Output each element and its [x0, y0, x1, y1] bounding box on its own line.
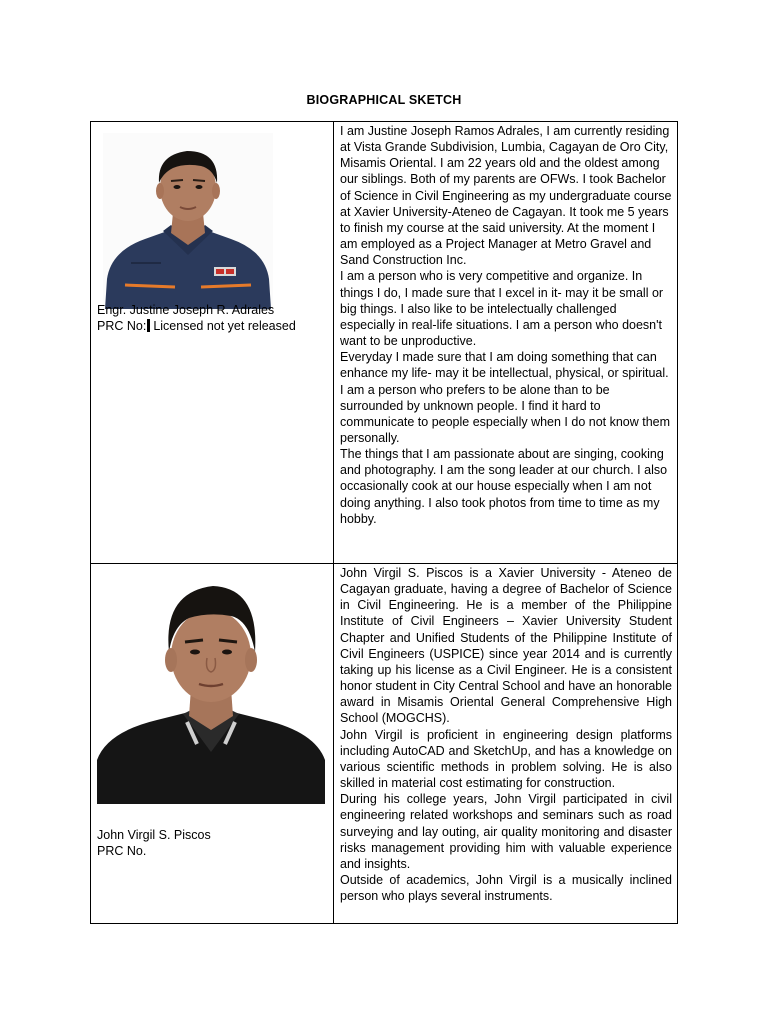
name-line: John Virgil S. Piscos: [97, 828, 211, 842]
biography-table: [90, 121, 678, 924]
profile-photo: [103, 133, 273, 309]
bio-paragraph: John Virgil is proficient in engineering design platforms including AutoCAD and SketchUp, and has a knowledge on various scientific methods in problem solving. He is also skilled in material cost estimating for construction.: [340, 727, 672, 791]
prc-line: PRC No.: [97, 844, 147, 859]
profile-cell: [91, 564, 334, 923]
bio-paragraph: I am Justine Joseph Ramos Adrales, I am currently residing at Vista Grande Subdivision, Lumbia, Cagayan de Oro City, Misamis Oriental. I am 22 years old and the oldest among our siblings. Both of my parents are OFWs. I took Bachelor of Science in Civil Engineering as my undergraduate course at Xavier University-Ateneo de Cagayan. It took me 5 years to finish my course at the said university. At the moment I am employed as a Project Manager at Metro Gravel and Sand Construction Inc.: [340, 124, 672, 268]
table-row: [91, 564, 677, 923]
bio-paragraph: Outside of academics, John Virgil is a musically inclined person who plays several instruments.: [340, 872, 672, 904]
name-line: Engr. Justine Joseph R. Adrales: [97, 303, 275, 317]
bio-paragraph: During his college years, John Virgil participated in civil engineering related workshops and seminars such as road surveying and lay outing, air quality monitoring and disaster risks management providing him with valuable experience and insights.: [340, 792, 672, 871]
profile-photo: [97, 572, 325, 804]
text-cursor-icon: [147, 319, 150, 332]
bio-text-cell: [334, 122, 677, 563]
prc-line: [97, 318, 296, 334]
page-title: BIOGRAPHICAL SKETCH: [306, 93, 462, 107]
profile-caption: [97, 827, 211, 859]
bio-paragraph: John Virgil S. Piscos is a Xavier University - Ateneo de Cagayan graduate, having a degree of Bachelor of Science in Civil Engineering. He is a member of the Philippine Institute of Civil Engineers – Xavier University Student Chapter and Unified Students of the Philippine Institute of Civil Engineers (USPICE) since year 2014 and is currently taking up his license as a Civil Engineer. He is a consistent honor student in City Central School and have an honorable award in Misamis Oriental General Comprehensive High School (MOGCHS).: [340, 566, 672, 726]
prc-label: PRC No:: [97, 319, 147, 334]
bio-paragraph: Everyday I made sure that I am doing something that can enhance my life- may it be intellectual, physical, or spiritual. I am a person who prefers to be alone than to be surrounded by unknown people. I find it hard to communicate to people especially when I do not know them personally.: [340, 350, 671, 445]
profile-cell: [91, 122, 334, 563]
profile-caption: [97, 302, 296, 334]
bio-text-cell: [334, 564, 677, 923]
bio-paragraph: The things that I am passionate about are singing, cooking and photography. I am the song leader at our church. I also occasionally cook at our house especially when I am not doing anything. I also took photos from time to time as my hobby.: [340, 447, 668, 526]
bio-paragraph: I am a person who is very competitive and organize. In things I do, I made sure that I excel in it- may it be small or big things. I also like to be intelectually challenged especially in real-life situations. I am a person who doesn't want to be unproductive.: [340, 269, 664, 349]
table-row: [91, 122, 677, 564]
prc-value: Licensed not yet released: [153, 319, 296, 334]
